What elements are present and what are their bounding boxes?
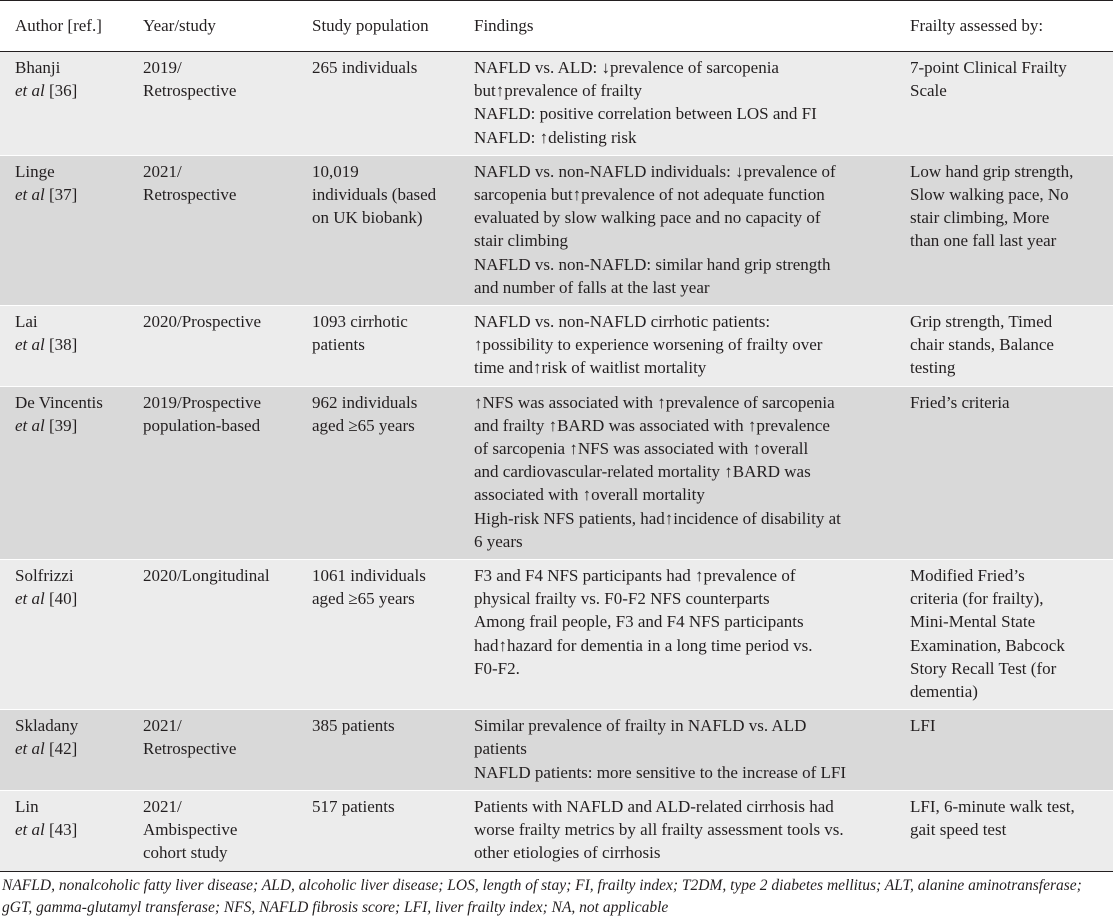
cell-assessed-line: testing (910, 358, 956, 378)
cell-findings (474, 386, 910, 559)
cell-year-study-line: 2019/Prospective (143, 392, 262, 412)
cell-findings-line: sarcopenia but↑prevalence of not adequate function (474, 185, 825, 205)
table-row (0, 155, 1113, 305)
ref-number: [42] (44, 739, 78, 759)
cell-findings-line: NAFLD: positive correlation between LOS and FI (474, 104, 817, 124)
header-study-population: Study population (312, 1, 474, 52)
cell-assessed-line: Grip strength, Timed (910, 312, 1053, 332)
cell-population-line: aged ≥65 years (312, 589, 415, 609)
cell-year-study-line: 2020/Prospective (143, 312, 262, 332)
table-footnote (0, 872, 1113, 919)
cell-population-line: 962 individuals (312, 392, 418, 412)
cell-year-study-line: Retrospective (143, 81, 237, 101)
cell-year-study-line: 2021/ (143, 796, 182, 816)
cell-findings-line: NAFLD vs. ALD: ↓prevalence of sarcopenia (474, 58, 779, 77)
cell-findings-line: physical frailty vs. F0-F2 NFS counterparts (474, 589, 770, 609)
cell-assessed-line: Fried’s criteria (910, 392, 1010, 412)
cell-year-study-line: Retrospective (143, 185, 237, 205)
cell-findings (474, 155, 910, 305)
cell-assessed-line: Scale (910, 81, 947, 101)
cell-year-study-line: 2021/ (143, 716, 182, 736)
table-row (0, 52, 1113, 156)
ref-number: [40] (44, 589, 78, 609)
cell-year-study (143, 386, 312, 559)
table-row (0, 306, 1113, 387)
cell-findings-line: NAFLD vs. non-NAFLD cirrhotic patients: (474, 312, 771, 332)
cell-assessed (910, 306, 1113, 387)
cell-findings-line: F0-F2. (474, 658, 520, 678)
cell-year-study (143, 155, 312, 305)
cell-assessed-line: dementia) (910, 682, 978, 702)
cell-assessed (910, 790, 1113, 871)
table-header (0, 1, 1113, 52)
author-ref (15, 333, 143, 356)
cell-findings-line: associated with ↑overall mortality (474, 485, 705, 505)
author-name: Linge (15, 161, 55, 181)
cell-findings-line: and cardiovascular-related mortality ↑BARD was (474, 462, 811, 482)
cell-assessed (910, 52, 1113, 156)
header-frailty-assessed: Frailty assessed by: (910, 1, 1113, 52)
cell-assessed-line: Modified Fried’s (910, 566, 1025, 586)
ref-number: [38] (44, 335, 78, 355)
cell-assessed-line: than one fall last year (910, 231, 1057, 251)
cell-population-line: 265 individuals (312, 58, 418, 77)
table-row (0, 560, 1113, 710)
cell-findings-line: and number of falls at the last year (474, 277, 710, 297)
cell-population (312, 560, 474, 710)
cell-assessed (910, 710, 1113, 791)
cell-author (0, 306, 143, 387)
cell-findings-line: had↑hazard for dementia in a long time period vs. (474, 635, 813, 655)
cell-year-study-line: 2019/ (143, 58, 182, 77)
cell-year-study (143, 52, 312, 156)
cell-assessed-line: gait speed test (910, 820, 1007, 840)
cell-assessed (910, 155, 1113, 305)
et-al: et al (15, 81, 45, 101)
cell-findings (474, 790, 910, 871)
cell-findings-line: NAFLD vs. non-NAFLD: similar hand grip strength (474, 254, 831, 274)
cell-assessed-line: Story Recall Test (for (910, 658, 1057, 678)
cell-findings-line: and frailty ↑BARD was associated with ↑prevalence (474, 415, 830, 435)
cell-population (312, 155, 474, 305)
cell-year-study-line: population-based (143, 415, 261, 435)
cell-author (0, 560, 143, 710)
et-al: et al (15, 589, 45, 609)
author-name: Lin (15, 796, 39, 816)
author-name: Skladany (15, 716, 79, 736)
ref-number: [39] (44, 415, 78, 435)
cell-assessed-line: LFI, 6-minute walk test, (910, 796, 1075, 816)
cell-findings-line: worse frailty metrics by all frailty assessment tools vs. (474, 820, 844, 840)
cell-assessed-line: Examination, Babcock (910, 635, 1065, 655)
cell-population (312, 52, 474, 156)
cell-author (0, 52, 143, 156)
author-ref (15, 414, 143, 437)
cell-findings-line: NAFLD patients: more sensitive to the increase of LFI (474, 762, 847, 782)
cell-findings-line: time and↑risk of waitlist mortality (474, 358, 707, 378)
cell-population-line: 1061 individuals (312, 566, 426, 586)
cell-findings-line: but↑prevalence of frailty (474, 81, 643, 101)
cell-findings-line: ↑possibility to experience worsening of frailty over (474, 335, 823, 355)
cell-population-line: 1093 cirrhotic (312, 312, 408, 332)
et-al: et al (15, 739, 45, 759)
cell-findings-line: NAFLD vs. non-NAFLD individuals: ↓prevalence of (474, 161, 836, 181)
et-al: et al (15, 415, 45, 435)
cell-assessed (910, 560, 1113, 710)
header-row (0, 1, 1113, 52)
cell-findings-line: evaluated by slow walking pace and no capacity of (474, 208, 821, 228)
author-name: Solfrizzi (15, 566, 74, 586)
cell-assessed-line: LFI (910, 716, 936, 736)
cell-population (312, 386, 474, 559)
cell-population (312, 790, 474, 871)
ref-number: [36] (44, 81, 78, 101)
cell-author (0, 386, 143, 559)
cell-findings-line: Among frail people, F3 and F4 NFS participants (474, 612, 804, 632)
cell-findings (474, 52, 910, 156)
cell-findings (474, 306, 910, 387)
et-al: et al (15, 820, 45, 840)
table-row (0, 790, 1113, 871)
cell-population (312, 306, 474, 387)
cell-findings-line: other etiologies of cirrhosis (474, 843, 661, 863)
table-row (0, 386, 1113, 559)
cell-year-study (143, 710, 312, 791)
author-ref (15, 587, 143, 610)
cell-findings-line: Patients with NAFLD and ALD-related cirrhosis had (474, 796, 834, 816)
cell-findings-line: Similar prevalence of frailty in NAFLD vs. ALD (474, 716, 807, 736)
cell-year-study-line: 2020/Longitudinal (143, 566, 270, 586)
cell-population-line: 517 patients (312, 796, 395, 816)
ref-number: [37] (44, 185, 78, 205)
cell-findings-line: NAFLD: ↑delisting risk (474, 127, 637, 147)
cell-year-study (143, 790, 312, 871)
cell-assessed-line: Slow walking pace, No (910, 185, 1069, 205)
author-ref (15, 737, 143, 760)
cell-year-study (143, 306, 312, 387)
cell-assessed-line: Mini-Mental State (910, 612, 1036, 632)
cell-population-line: individuals (based (312, 185, 437, 205)
cell-population-line: aged ≥65 years (312, 415, 415, 435)
cell-year-study-line: 2021/ (143, 161, 182, 181)
author-ref (15, 79, 143, 102)
header-findings: Findings (474, 1, 910, 52)
footnote-line: NAFLD, nonalcoholic fatty liver disease; ALD, alcoholic liver disease; LOS, length of stay; FI, frailty index; T2DM, type 2 diabetes mellitus; ALT, alanine (2, 876, 965, 894)
et-al: et al (15, 335, 45, 355)
cell-findings-line: patients (474, 739, 527, 759)
header-author: Author [ref.] (0, 1, 143, 52)
author-name: Lai (15, 312, 38, 332)
cell-assessed-line: Low hand grip strength, (910, 161, 1074, 181)
et-al: et al (15, 185, 45, 205)
footnote-line: aminotransferase; gGT, gamma-glutamyl transferase; NFS, NAFLD fibrosis score; LFI, liver frailty index; NA, not applicable (2, 876, 1082, 916)
cell-findings-line: F3 and F4 NFS participants had ↑prevalence of (474, 566, 796, 586)
cell-assessed-line: stair climbing, More (910, 208, 1050, 228)
cell-year-study-line: Ambispective (143, 820, 238, 840)
cell-population-line: 385 patients (312, 716, 395, 736)
cell-findings-line: stair climbing (474, 231, 568, 251)
cell-population-line: 10,019 (312, 161, 359, 181)
author-name: Bhanji (15, 58, 61, 77)
cell-findings-line: of sarcopenia ↑NFS was associated with ↑overall (474, 439, 809, 459)
author-ref (15, 183, 143, 206)
cell-findings (474, 710, 910, 791)
cell-population-line: patients (312, 335, 365, 355)
header-year-study: Year/study (143, 1, 312, 52)
cell-population-line: on UK biobank) (312, 208, 423, 228)
cell-author (0, 710, 143, 791)
cell-year-study-line: cohort study (143, 843, 228, 863)
cell-population (312, 710, 474, 791)
author-ref (15, 818, 143, 841)
cell-author (0, 790, 143, 871)
cell-year-study-line: Retrospective (143, 739, 237, 759)
cell-assessed (910, 386, 1113, 559)
cell-findings (474, 560, 910, 710)
cell-assessed-line: criteria (for frailty), (910, 589, 1044, 609)
cell-assessed-line: 7-point Clinical Frailty (910, 58, 1067, 77)
cell-author (0, 155, 143, 305)
cell-year-study (143, 560, 312, 710)
cell-findings-line: High-risk NFS patients, had↑incidence of disability at (474, 508, 841, 528)
table-body (0, 52, 1113, 872)
cell-findings-line: ↑NFS was associated with ↑prevalence of sarcopenia (474, 392, 835, 412)
cell-findings-line: 6 years (474, 531, 523, 551)
ref-number: [43] (44, 820, 78, 840)
table-row (0, 710, 1113, 791)
cell-assessed-line: chair stands, Balance (910, 335, 1054, 355)
author-name: De Vincentis (15, 392, 103, 412)
